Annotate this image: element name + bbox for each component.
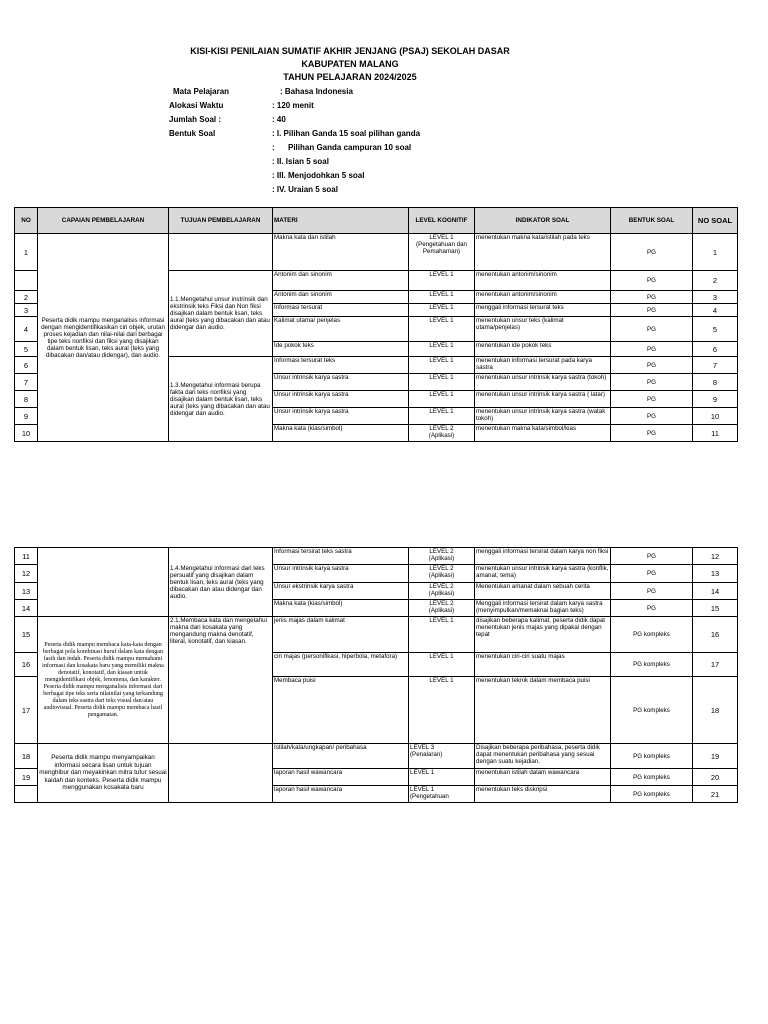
meta-soal-value: : 40 bbox=[272, 115, 286, 124]
row-materi: Informasi tersurat teks bbox=[273, 357, 409, 374]
row-materi: Informasi tersurat bbox=[273, 304, 409, 317]
row-indikator: menentukan unsur intrinsik karya sastra ( latar) bbox=[475, 391, 611, 408]
row-indikator: menentukan unsur teks (kalimat utama/penjelas) bbox=[475, 317, 611, 342]
row-no: 1 bbox=[15, 234, 38, 271]
row-nosoal: 21 bbox=[693, 786, 738, 803]
row-materi: laporan hasil wawancara bbox=[273, 769, 409, 786]
row-indikator: Menentukan amanat dalam sebuah cerita bbox=[475, 583, 611, 600]
row-indikator: menggali informasi tersurat teks bbox=[475, 304, 611, 317]
meta-bentuk-4: : III. Menjodohkan 5 soal bbox=[272, 171, 365, 180]
row-bentuk: PG bbox=[611, 271, 693, 291]
kisi-table-2 bbox=[14, 547, 738, 803]
row-level: LEVEL 1 bbox=[409, 653, 475, 677]
meta-bentuk-1: : I. Pilihan Ganda 15 soal pilihan ganda bbox=[272, 129, 421, 138]
row-nosoal: 5 bbox=[693, 317, 738, 342]
table-row bbox=[15, 548, 738, 565]
row-no: 13 bbox=[15, 583, 38, 600]
row-nosoal: 13 bbox=[693, 565, 738, 583]
row-no: 6 bbox=[15, 357, 38, 374]
row-indikator: menentukan unsur intrinsik karya sastra (tokoh) bbox=[475, 374, 611, 391]
kisi-table-1 bbox=[14, 207, 738, 442]
row-materi: Makna kata (kias/simbol) bbox=[273, 600, 409, 617]
row-indikator: menentukan ide pokok teks bbox=[475, 342, 611, 357]
row-indikator: menentukan unsur intrinsik karya sastra (konflik, amanat, tema) bbox=[475, 565, 611, 583]
row-level: LEVEL 2 (Aplikasi) bbox=[409, 425, 475, 442]
row-no: 8 bbox=[15, 391, 38, 408]
row-materi: Unsur ekstrinsik karya sastra bbox=[273, 583, 409, 600]
col-header-indikator: INDIKATOR SOAL bbox=[475, 208, 611, 234]
row-no: 2 bbox=[15, 291, 38, 304]
row-indikator: menentukan makna kata/simbol/kias bbox=[475, 425, 611, 442]
row-indikator: menentukan teks diskripsi bbox=[475, 786, 611, 803]
capaian-pembelajaran-cell: Peserta didik mampu menganalisis informasi dengan mengidentifikasikan ciri objek, urutan proses kejadian dan nilai-nilai dari berbagai tipe teks nonfiksi dan fiksi yang disajikan dalam bentuk lisan, teks aural (teks yang dibacakan dan/atau didengar), dan audio. bbox=[38, 234, 169, 442]
row-materi: Makna kata (kias/simbol) bbox=[273, 425, 409, 442]
empty-tp-cell bbox=[169, 744, 273, 803]
tujuan-pembelajaran-cell: 2.1.Membaca kata dan mengetahui makna dari kosakata yang mengandung makna denotatif, literal, konotatif, dan kiasan. bbox=[169, 617, 273, 744]
row-level: LEVEL 2 (Aplikasi) bbox=[409, 565, 475, 583]
empty-cp-cell bbox=[38, 548, 169, 617]
row-nosoal: 16 bbox=[693, 617, 738, 653]
row-level: LEVEL 1 bbox=[409, 271, 475, 291]
row-no: 7 bbox=[15, 374, 38, 391]
row-materi: Makna kata dan istilah bbox=[273, 234, 409, 271]
row-nosoal: 8 bbox=[693, 374, 738, 391]
row-level: LEVEL 1 bbox=[409, 304, 475, 317]
row-level: LEVEL 1 (Pengetahuan bbox=[409, 786, 475, 803]
row-no: 3 bbox=[15, 304, 38, 317]
row-level: LEVEL 1 bbox=[409, 617, 475, 653]
row-no: 17 bbox=[15, 677, 38, 744]
row-no bbox=[15, 786, 38, 803]
meta-soal-label: Jumlah Soal : bbox=[169, 115, 222, 124]
row-bentuk: PG kompleks bbox=[611, 617, 693, 653]
row-level: LEVEL 1 bbox=[409, 317, 475, 342]
row-indikator: menentukan istilah dalam wawancara bbox=[475, 769, 611, 786]
row-bentuk: PG bbox=[611, 374, 693, 391]
row-level: LEVEL 1 (Pengetahuan dan Pemahaman) bbox=[409, 234, 475, 271]
row-bentuk: PG bbox=[611, 391, 693, 408]
table-row bbox=[15, 744, 738, 769]
document-subtitle-year: TAHUN PELAJARAN 2024/2025 bbox=[283, 72, 417, 82]
row-level: LEVEL 3 (Penalaran) bbox=[409, 744, 475, 769]
row-materi: Unsur intrinsik karya sastra bbox=[273, 565, 409, 583]
tujuan-pembelajaran-cell: 1.1.Mengetahui unsur instrinsik dan ekstrinsik teks Fiksi dan Non fiksi disajikan dalam bentuk lisan, teks aural (teks yang dibacakan dan atau didengar dan audio. bbox=[169, 271, 273, 357]
col-header-materi: MATERI bbox=[273, 208, 409, 234]
meta-bentuk-2: : Pilihan Ganda campuran 10 soal bbox=[272, 143, 412, 152]
row-bentuk: PG bbox=[611, 408, 693, 425]
row-bentuk: PG bbox=[611, 317, 693, 342]
tujuan-pembelajaran-cell: 1.3.Mengetahui informasi berupa fakta dari teks nonfiksi yang disajikan dalam bentuk lisan, teks aural (teks yang dibacakan dan atau didengar dan audio. bbox=[169, 357, 273, 442]
row-indikator: menentukan ciri-ciri suatu majas bbox=[475, 653, 611, 677]
row-nosoal: 3 bbox=[693, 291, 738, 304]
document-subtitle-region: KABUPATEN MALANG bbox=[301, 59, 399, 69]
row-bentuk: PG bbox=[611, 548, 693, 565]
row-nosoal: 11 bbox=[693, 425, 738, 442]
row-no: 5 bbox=[15, 342, 38, 357]
row-materi: Kalimat utama/ penjelas bbox=[273, 317, 409, 342]
row-nosoal: 19 bbox=[693, 744, 738, 769]
row-indikator: menentukan antonim/sinonim bbox=[475, 291, 611, 304]
row-materi: Membaca puisi bbox=[273, 677, 409, 744]
row-indikator: menentukan makna kata/istilah pada teks bbox=[475, 234, 611, 271]
table-row bbox=[15, 234, 738, 271]
row-materi: jenis majas dalam kalimat bbox=[273, 617, 409, 653]
row-level: LEVEL 1 bbox=[409, 408, 475, 425]
row-materi: laporan hasil wawancara bbox=[273, 786, 409, 803]
row-no: 18 bbox=[15, 744, 38, 769]
row-nosoal: 20 bbox=[693, 769, 738, 786]
row-nosoal: 10 bbox=[693, 408, 738, 425]
col-header-tp: TUJUAN PEMBELAJARAN bbox=[169, 208, 273, 234]
row-nosoal: 9 bbox=[693, 391, 738, 408]
row-no: 12 bbox=[15, 565, 38, 583]
row-indikator: menentukan teknik dalam membaca puisi bbox=[475, 677, 611, 744]
col-header-cp: CAPAIAN PEMBELAJARAN bbox=[38, 208, 169, 234]
row-indikator: menentukan informasi tersurat pada karya sastra bbox=[475, 357, 611, 374]
row-bentuk: PG bbox=[611, 304, 693, 317]
row-no: 10 bbox=[15, 425, 38, 442]
meta-waktu-value: : 120 menit bbox=[272, 101, 314, 110]
row-level: LEVEL 1 bbox=[409, 769, 475, 786]
row-nosoal: 14 bbox=[693, 583, 738, 600]
row-indikator: Disajikan beberapa peribahasa, peserta didik dapat menentukan peribahasa yang sesuai dengan suatu kejadian. bbox=[475, 744, 611, 769]
row-nosoal: 15 bbox=[693, 600, 738, 617]
row-indikator: Menggali informasi tersirat dalam karya sastra (menyimpulkan/memaknai bagian teks) bbox=[475, 600, 611, 617]
row-materi: Informasi tersirat teks sastra bbox=[273, 548, 409, 565]
row-indikator: disajikan beberapa kalimat, peserta didik dapat menentukan jenis majas yang dipakai dengan tepat bbox=[475, 617, 611, 653]
row-materi: Antonim dan sinonim bbox=[273, 291, 409, 304]
col-header-bentuk: BENTUK SOAL bbox=[611, 208, 693, 234]
row-level: LEVEL 1 bbox=[409, 342, 475, 357]
row-bentuk: PG kompleks bbox=[611, 786, 693, 803]
row-materi: ciri majas (personifikasi, hiperbola, metafora) bbox=[273, 653, 409, 677]
row-level: LEVEL 1 bbox=[409, 391, 475, 408]
row-materi: Unsur intrinsik karya sastra bbox=[273, 391, 409, 408]
row-bentuk: PG bbox=[611, 291, 693, 304]
row-no: 15 bbox=[15, 617, 38, 653]
row-no bbox=[15, 271, 38, 291]
row-bentuk: PG kompleks bbox=[611, 769, 693, 786]
row-materi: Unsur intrinsik karya sastra bbox=[273, 374, 409, 391]
row-nosoal: 2 bbox=[693, 271, 738, 291]
row-nosoal: 1 bbox=[693, 234, 738, 271]
meta-bentuk-label: Bentuk Soal bbox=[169, 129, 216, 138]
row-bentuk: PG bbox=[611, 234, 693, 271]
row-bentuk: PG bbox=[611, 565, 693, 583]
empty-tp-cell bbox=[169, 234, 273, 271]
row-level: LEVEL 2 (Aplikasi) bbox=[409, 600, 475, 617]
row-no: 11 bbox=[15, 548, 38, 565]
row-no: 19 bbox=[15, 769, 38, 786]
row-materi: Unsur intrinsik karya sastra bbox=[273, 408, 409, 425]
row-level: LEVEL 1 bbox=[409, 291, 475, 304]
document-title: KISI-KISI PENILAIAN SUMATIF AKHIR JENJANG (PSAJ) SEKOLAH DASAR bbox=[190, 46, 510, 56]
meta-bentuk-3: : II. Isian 5 soal bbox=[272, 157, 329, 166]
row-no: 16 bbox=[15, 653, 38, 677]
row-level: LEVEL 1 bbox=[409, 677, 475, 744]
meta-bentuk-5: : IV. Uraian 5 soal bbox=[272, 185, 338, 194]
row-no: 4 bbox=[15, 317, 38, 342]
row-bentuk: PG bbox=[611, 583, 693, 600]
row-bentuk: PG bbox=[611, 425, 693, 442]
capaian-pembelajaran-cell: Peserta didik mampu menyampaikan informasi secara lisan untuk tujuan menghibur dan meyakinkan mitra tutur sesuai kaidah dan konteks. Peserta didik mampu menggunakan kosakata baru bbox=[38, 744, 169, 803]
row-nosoal: 7 bbox=[693, 357, 738, 374]
row-level: LEVEL 2 (Aplikasi) bbox=[409, 583, 475, 600]
col-header-no: NO bbox=[15, 208, 38, 234]
row-bentuk: PG bbox=[611, 357, 693, 374]
row-level: LEVEL 1 bbox=[409, 374, 475, 391]
row-bentuk: PG kompleks bbox=[611, 677, 693, 744]
row-indikator: menentukan unsur intrinsik karya sastra (watak tokoh) bbox=[475, 408, 611, 425]
row-nosoal: 17 bbox=[693, 653, 738, 677]
row-materi: Ide pokok teks bbox=[273, 342, 409, 357]
row-bentuk: PG bbox=[611, 600, 693, 617]
meta-waktu-label: Alokasi Waktu bbox=[169, 101, 224, 110]
row-no: 9 bbox=[15, 408, 38, 425]
col-header-nosoal: NO SOAL bbox=[693, 208, 738, 234]
row-level: LEVEL 1 bbox=[409, 357, 475, 374]
row-no: 14 bbox=[15, 600, 38, 617]
meta-mapel-label: Mata Pelajaran bbox=[173, 87, 230, 96]
col-header-level: LEVEL KOGNITIF bbox=[409, 208, 475, 234]
table-row bbox=[15, 617, 738, 653]
table-1-header-row bbox=[15, 208, 738, 234]
row-materi: Antonim dan sinonim bbox=[273, 271, 409, 291]
row-nosoal: 18 bbox=[693, 677, 738, 744]
capaian-pembelajaran-cell: Peserta didik mampu membaca kata-kata dengan berbagai pola kombinasi huruf dalam kata dengan fasih dan indah. Peserta didik mampu memahami informasi dan kosakata baru yang memiliki makna denotatif, konotatif, dan kiasan untuk mengidentifikasi objek, fenomena, dan karakter. Peserta didik mampu menganalisis informasi dari berbagai tipe teks serta nilainilai yang terkandung dalam teks sastra dari teks visual dan/atau audiovisual. Peserta didik mampu membaca hasil pengamatan. bbox=[38, 617, 169, 744]
row-nosoal: 12 bbox=[693, 548, 738, 565]
meta-mapel-value: : Bahasa Indonesia bbox=[280, 87, 353, 96]
row-bentuk: PG kompleks bbox=[611, 653, 693, 677]
tujuan-pembelajaran-cell: 1.4.Mengetahui informasi dari teks persuatif yang disajikan dalam bentuk lisan, teks aural (teks yang dibacakan dan atau didengar dan audio. bbox=[169, 548, 273, 617]
row-bentuk: PG bbox=[611, 342, 693, 357]
row-nosoal: 4 bbox=[693, 304, 738, 317]
row-indikator: menggali informasi tersirat dalam karya non fiksi bbox=[475, 548, 611, 565]
row-bentuk: PG kompleks bbox=[611, 744, 693, 769]
row-materi: Istilah/kata/ungkapan/ peribahasa bbox=[273, 744, 409, 769]
row-indikator: menentukan antonim/sinonim bbox=[475, 271, 611, 291]
row-nosoal: 6 bbox=[693, 342, 738, 357]
row-level: LEVEL 2 (Aplikasi) bbox=[409, 548, 475, 565]
